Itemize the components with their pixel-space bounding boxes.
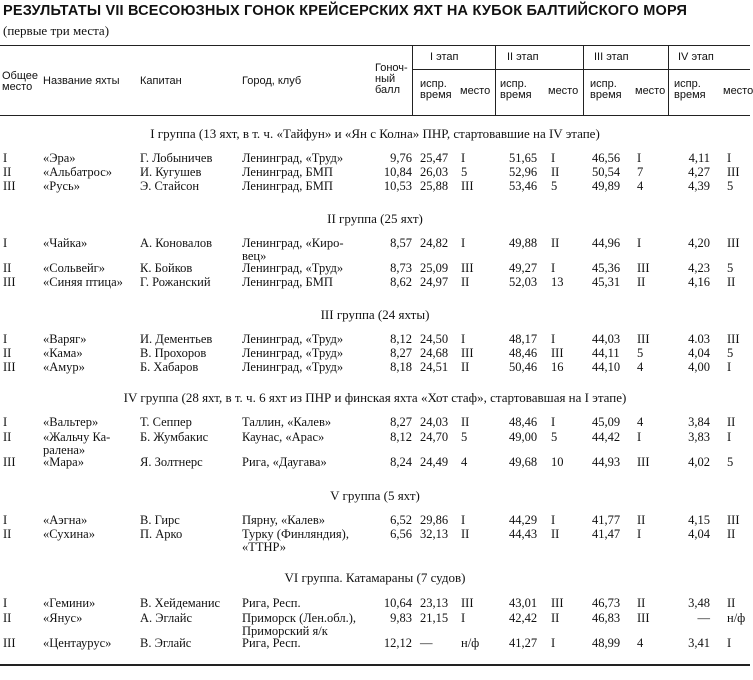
row-p1: I xyxy=(461,236,466,250)
row-score: 8,27 xyxy=(390,415,412,429)
row-p2: I xyxy=(551,332,556,346)
header-time: время xyxy=(420,89,452,101)
row-t2: 48,46 xyxy=(509,415,538,429)
row-city: Ленинград, «Труд» xyxy=(242,360,344,374)
header-time: испр. xyxy=(420,78,447,90)
row-captain: В. Прохоров xyxy=(140,346,207,360)
row-place: I xyxy=(3,236,8,250)
row-p1: III xyxy=(461,596,474,610)
row-p3: III xyxy=(637,611,650,625)
row-p4: II xyxy=(727,596,736,610)
row-t1: 23,13 xyxy=(420,596,449,610)
header-stage4: IV этап xyxy=(678,51,714,63)
row-t1: — xyxy=(420,636,433,650)
row-yacht: «Альбатрос» xyxy=(43,165,113,179)
row-t4: 3,83 xyxy=(688,430,710,444)
row-t3: 49,89 xyxy=(592,179,621,193)
row-t2: 49,68 xyxy=(509,455,538,469)
row-t4: 3,48 xyxy=(688,596,710,610)
header-pos: место xyxy=(460,85,491,97)
row-t3: 44,03 xyxy=(592,332,621,346)
header-score: ный xyxy=(375,73,396,85)
row-captain: В. Гирс xyxy=(140,513,180,527)
row-p2: II xyxy=(551,611,560,625)
row-yacht: «Гемини» xyxy=(43,596,96,610)
row-t3: 48,99 xyxy=(592,636,621,650)
row-city: Рига, Респ. xyxy=(242,596,301,610)
header-time: время xyxy=(674,89,706,101)
row-p3: 4 xyxy=(637,179,644,193)
row-t4: 4,04 xyxy=(688,527,710,541)
row-p1: II xyxy=(461,527,470,541)
group-title: II группа (25 яхт) xyxy=(327,211,423,226)
row-place: II xyxy=(3,527,12,541)
row-t2: 44,29 xyxy=(509,513,538,527)
row-t2: 53,46 xyxy=(509,179,538,193)
row-p4: III xyxy=(727,236,740,250)
row-p4: III xyxy=(727,165,740,179)
header-score: Гоноч- xyxy=(375,62,408,74)
row-captain: И. Кугушев xyxy=(140,165,202,179)
row-score: 8,62 xyxy=(390,275,412,289)
row-p3: II xyxy=(637,513,646,527)
group-title: I группа (13 яхт, в т. ч. «Тайфун» и «Ян с Колна» ПНР, стартовавшие на IV этапе) xyxy=(150,126,600,141)
row-t3: 45,09 xyxy=(592,415,621,429)
row-yacht: «Центаурус» xyxy=(43,636,112,650)
row-p4: I xyxy=(727,360,732,374)
row-place: I xyxy=(3,151,8,165)
header-pos: место xyxy=(548,85,579,97)
row-yacht: «Сухина» xyxy=(43,527,95,541)
row-p2: I xyxy=(551,636,556,650)
header-captain: Капитан xyxy=(140,75,182,87)
row-t1: 24,51 xyxy=(420,360,449,374)
row-t4: 4,00 xyxy=(688,360,710,374)
row-p4: 5 xyxy=(727,346,734,360)
row-yacht: ралена» xyxy=(43,443,86,457)
group-title: III группа (24 яхты) xyxy=(320,307,430,322)
row-place: III xyxy=(3,636,16,650)
row-p4: I xyxy=(727,151,732,165)
stage2-divider xyxy=(495,45,496,115)
row-t2: 48,17 xyxy=(509,332,538,346)
row-t3: 46,83 xyxy=(592,611,621,625)
row-t4: 4,20 xyxy=(688,236,710,250)
stage3-divider xyxy=(583,45,584,115)
row-p4: 5 xyxy=(727,261,734,275)
row-p3: 5 xyxy=(637,346,644,360)
row-score: 9,83 xyxy=(390,611,412,625)
row-t3: 44,96 xyxy=(592,236,621,250)
row-t2: 42,42 xyxy=(509,611,538,625)
row-p1: 5 xyxy=(461,165,468,179)
row-p1: I xyxy=(461,151,466,165)
row-p2: II xyxy=(551,527,560,541)
row-t1: 25,09 xyxy=(420,261,449,275)
row-p4: III xyxy=(727,332,740,346)
row-score: 9,76 xyxy=(390,151,412,165)
row-city: вец» xyxy=(242,249,267,263)
row-city: Приморский я/к xyxy=(242,624,328,638)
row-t2: 48,46 xyxy=(509,346,538,360)
row-place: II xyxy=(3,611,12,625)
row-yacht: «Амур» xyxy=(43,360,85,374)
row-t2: 43,01 xyxy=(509,596,538,610)
row-yacht: «Варяг» xyxy=(43,332,87,346)
header-yacht: Название яхты xyxy=(43,75,120,87)
row-p1: 5 xyxy=(461,430,468,444)
row-t4: 4,27 xyxy=(688,165,710,179)
row-captain: Т. Сеппер xyxy=(140,415,192,429)
row-p2: 5 xyxy=(551,179,558,193)
row-city: Ленинград, «Труд» xyxy=(242,346,344,360)
row-t4: 4,15 xyxy=(688,513,710,527)
row-p2: III xyxy=(551,596,564,610)
row-score: 6,56 xyxy=(390,527,412,541)
header-place: место xyxy=(2,81,33,93)
row-p2: I xyxy=(551,151,556,165)
row-p2: I xyxy=(551,415,556,429)
stage4-divider xyxy=(668,45,669,115)
row-captain: И. Дементьев xyxy=(140,332,213,346)
row-t1: 25,88 xyxy=(420,179,449,193)
header-top-rule xyxy=(0,45,750,46)
row-p3: I xyxy=(637,430,642,444)
row-t4: 4,11 xyxy=(688,151,710,165)
row-score: 8,24 xyxy=(390,455,412,469)
row-p2: 10 xyxy=(551,455,564,469)
row-t3: 44,11 xyxy=(592,346,620,360)
row-p1: III xyxy=(461,261,474,275)
row-place: I xyxy=(3,415,8,429)
row-t3: 41,77 xyxy=(592,513,621,527)
row-t1: 24,82 xyxy=(420,236,449,250)
table-bottom-rule xyxy=(0,664,750,666)
row-score: 8,18 xyxy=(390,360,412,374)
row-place: II xyxy=(3,261,12,275)
row-captain: А. Коновалов xyxy=(140,236,212,250)
row-city: Турку (Финляндия), xyxy=(242,527,349,541)
row-city: Ленинград, «Киро- xyxy=(242,236,344,250)
row-score: 6,52 xyxy=(390,513,412,527)
row-yacht: «Синяя птица» xyxy=(43,275,123,289)
row-t1: 26,03 xyxy=(420,165,449,179)
header-score: балл xyxy=(375,84,401,96)
row-p3: 4 xyxy=(637,360,644,374)
row-t1: 24,70 xyxy=(420,430,449,444)
row-yacht: «Вальтер» xyxy=(43,415,99,429)
row-captain: Я. Золтнерс xyxy=(140,455,203,469)
row-t1: 32,13 xyxy=(420,527,449,541)
row-place: III xyxy=(3,179,16,193)
row-p3: III xyxy=(637,332,650,346)
row-p2: II xyxy=(551,165,560,179)
row-city: Приморск (Лен.обл.), xyxy=(242,611,356,625)
row-yacht: «Эра» xyxy=(43,151,76,165)
row-p4: 5 xyxy=(727,179,734,193)
row-t2: 50,46 xyxy=(509,360,538,374)
row-place: III xyxy=(3,455,16,469)
row-city: Ленинград, «Труд» xyxy=(242,151,344,165)
row-captain: В. Хейдеманис xyxy=(140,596,221,610)
header-time: испр. xyxy=(500,78,527,90)
row-t3: 44,42 xyxy=(592,430,621,444)
row-place: I xyxy=(3,596,8,610)
row-score: 10,84 xyxy=(383,165,412,179)
row-place: II xyxy=(3,346,12,360)
row-t2: 52,96 xyxy=(509,165,538,179)
header-pos: место xyxy=(723,85,753,97)
row-t1: 24,50 xyxy=(420,332,449,346)
row-captain: Б. Жумбакис xyxy=(140,430,209,444)
row-t3: 45,36 xyxy=(592,261,621,275)
stage-subheader-rule xyxy=(412,69,750,70)
header-stage3: III этап xyxy=(594,51,629,63)
row-p3: 4 xyxy=(637,415,644,429)
row-p4: I xyxy=(727,430,732,444)
row-city: Рига, Респ. xyxy=(242,636,301,650)
row-city: Каунас, «Арас» xyxy=(242,430,325,444)
row-p3: III xyxy=(637,455,650,469)
row-t2: 49,00 xyxy=(509,430,538,444)
row-t1: 29,86 xyxy=(420,513,449,527)
row-p2: 5 xyxy=(551,430,558,444)
row-t4: 4,23 xyxy=(688,261,710,275)
row-score: 8,57 xyxy=(390,236,412,250)
group-title: VI группа. Катамараны (7 судов) xyxy=(284,570,466,585)
row-p3: I xyxy=(637,527,642,541)
row-city: Ленинград, БМП xyxy=(242,165,333,179)
row-score: 8,27 xyxy=(390,346,412,360)
row-t4: 3,41 xyxy=(688,636,710,650)
header-stage1: I этап xyxy=(430,51,459,63)
row-yacht: «Кама» xyxy=(43,346,83,360)
row-captain: П. Арко xyxy=(140,527,183,541)
row-yacht: «Аэгна» xyxy=(43,513,88,527)
row-captain: В. Эглайс xyxy=(140,636,192,650)
row-p4: II xyxy=(727,527,736,541)
row-city: «ТТНР» xyxy=(242,540,287,554)
row-city: Ленинград, БМП xyxy=(242,179,333,193)
row-t2: 52,03 xyxy=(509,275,538,289)
row-t4: 4,02 xyxy=(688,455,710,469)
row-place: III xyxy=(3,360,16,374)
row-p2: II xyxy=(551,236,560,250)
row-city: Таллин, «Калев» xyxy=(242,415,332,429)
row-p2: 16 xyxy=(551,360,564,374)
row-captain: Б. Хабаров xyxy=(140,360,199,374)
group-title: IV группа (28 яхт, в т. ч. 6 яхт из ПНР и финская яхта «Хот стаф», стартовавшая на I этапе) xyxy=(123,390,627,405)
row-score: 10,64 xyxy=(383,596,412,610)
row-t4: 4,04 xyxy=(688,346,710,360)
row-t3: 44,93 xyxy=(592,455,621,469)
header-city: Город, клуб xyxy=(242,75,302,87)
row-t3: 44,10 xyxy=(592,360,621,374)
stage1-divider xyxy=(412,45,413,115)
row-p3: II xyxy=(637,596,646,610)
header-place: Общее xyxy=(2,70,39,82)
header-time: время xyxy=(590,89,622,101)
row-p3: I xyxy=(637,151,642,165)
row-p1: II xyxy=(461,415,470,429)
row-p4: II xyxy=(727,275,736,289)
row-t3: 46,73 xyxy=(592,596,621,610)
header-time: испр. xyxy=(674,78,701,90)
row-t1: 24,49 xyxy=(420,455,449,469)
row-t1: 21,15 xyxy=(420,611,449,625)
row-city: Ленинград, БМП xyxy=(242,275,333,289)
row-t1: 24,03 xyxy=(420,415,449,429)
row-p2: I xyxy=(551,513,556,527)
row-p3: 4 xyxy=(637,636,644,650)
page-title: РЕЗУЛЬТАТЫ VII ВСЕСОЮЗНЫХ ГОНОК КРЕЙСЕРСКИХ ЯХТ НА КУБОК БАЛТИЙСКОГО МОРЯ xyxy=(3,3,688,19)
row-p1: н/ф xyxy=(461,636,480,650)
row-p1: I xyxy=(461,332,466,346)
row-city: Ленинград, «Труд» xyxy=(242,332,344,346)
row-p1: II xyxy=(461,360,470,374)
row-place: II xyxy=(3,430,12,444)
row-captain: Г. Лобыничев xyxy=(140,151,213,165)
row-p1: II xyxy=(461,275,470,289)
header-bottom-rule xyxy=(0,115,750,116)
row-yacht: «Янус» xyxy=(43,611,83,625)
row-place: I xyxy=(3,332,8,346)
group-title: V группа (5 яхт) xyxy=(330,488,420,503)
row-t4: 4.03 xyxy=(688,332,710,346)
row-p4: н/ф xyxy=(727,611,746,625)
header-time: время xyxy=(500,89,532,101)
row-p1: I xyxy=(461,611,466,625)
row-p4: I xyxy=(727,636,732,650)
row-p3: III xyxy=(637,261,650,275)
row-t4: 4,16 xyxy=(688,275,710,289)
row-place: III xyxy=(3,275,16,289)
row-t2: 44,43 xyxy=(509,527,538,541)
row-p1: III xyxy=(461,179,474,193)
row-t2: 49,27 xyxy=(509,261,538,275)
row-yacht: «Жальчу Ка- xyxy=(43,430,111,444)
row-p1: III xyxy=(461,346,474,360)
row-t4: — xyxy=(697,611,710,625)
row-city: Ленинград, «Труд» xyxy=(242,261,344,275)
row-p2: III xyxy=(551,346,564,360)
row-p3: 7 xyxy=(637,165,644,179)
row-p2: 13 xyxy=(551,275,564,289)
row-yacht: «Мара» xyxy=(43,455,84,469)
row-yacht: «Чайка» xyxy=(43,236,88,250)
row-t1: 24,68 xyxy=(420,346,449,360)
row-score: 10,53 xyxy=(383,179,412,193)
row-t4: 4,39 xyxy=(688,179,710,193)
row-t4: 3,84 xyxy=(688,415,710,429)
page-subtitle: (первые три места) xyxy=(3,23,110,38)
row-t3: 50,54 xyxy=(592,165,621,179)
row-t2: 51,65 xyxy=(509,151,538,165)
row-p1: 4 xyxy=(461,455,468,469)
row-captain: К. Бойков xyxy=(140,261,193,275)
row-p3: II xyxy=(637,275,646,289)
row-yacht: «Русь» xyxy=(43,179,80,193)
header-stage2: II этап xyxy=(507,51,539,63)
row-place: I xyxy=(3,513,8,527)
row-t2: 49,88 xyxy=(509,236,538,250)
row-t3: 46,56 xyxy=(592,151,621,165)
row-yacht: «Сольвейг» xyxy=(43,261,106,275)
row-p4: III xyxy=(727,513,740,527)
row-p3: I xyxy=(637,236,642,250)
row-t1: 25,47 xyxy=(420,151,449,165)
row-score: 8,12 xyxy=(390,430,412,444)
row-p1: I xyxy=(461,513,466,527)
row-t3: 45,31 xyxy=(592,275,621,289)
row-place: II xyxy=(3,165,12,179)
header-time: испр. xyxy=(590,78,617,90)
row-captain: Г. Рожанский xyxy=(140,275,211,289)
row-p2: I xyxy=(551,261,556,275)
row-score: 8,73 xyxy=(390,261,412,275)
row-city: Пярну, «Калев» xyxy=(242,513,325,527)
header-pos: место xyxy=(635,85,666,97)
row-score: 8,12 xyxy=(390,332,412,346)
row-t2: 41,27 xyxy=(509,636,538,650)
row-p4: 5 xyxy=(727,455,734,469)
row-t1: 24,97 xyxy=(420,275,449,289)
row-captain: А. Эглайс xyxy=(140,611,193,625)
row-city: Рига, «Даугава» xyxy=(242,455,327,469)
row-captain: Э. Стайсон xyxy=(140,179,200,193)
row-t3: 41,47 xyxy=(592,527,621,541)
row-score: 12,12 xyxy=(383,636,412,650)
row-p4: II xyxy=(727,415,736,429)
